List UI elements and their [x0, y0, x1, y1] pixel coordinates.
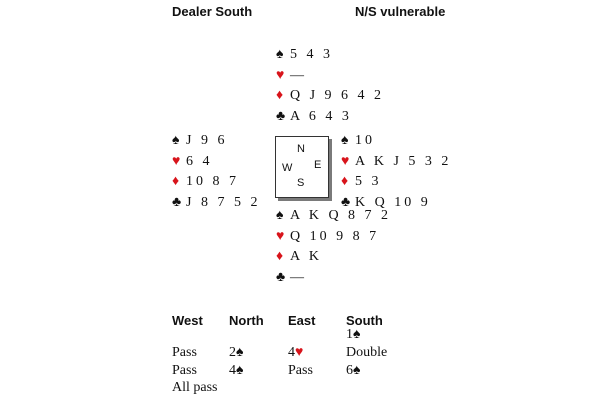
- north-clubs: A 6 4 3: [290, 108, 352, 124]
- north-hand: [276, 45, 384, 127]
- spade-icon: ♠: [172, 133, 180, 148]
- bidding-header-north: North: [229, 313, 264, 328]
- east-clubs: K Q 10 9: [355, 194, 431, 210]
- compass-west: W: [282, 162, 293, 174]
- west-spades: J 9 6: [186, 133, 228, 148]
- bidding-header-east: East: [288, 313, 316, 328]
- west-clubs: J 8 7 5 2: [186, 194, 261, 210]
- south-spades-row: [276, 206, 391, 227]
- west-diamonds: 10 8 7: [186, 174, 239, 189]
- east-hearts: A K J 5 3 2: [355, 153, 452, 169]
- bid-south-2: Double: [346, 345, 388, 360]
- vulnerability-label: N/S vulnerable: [355, 4, 446, 19]
- east-diamonds-row: [341, 172, 451, 193]
- compass-east: E: [314, 159, 322, 171]
- bid-south-3: 6♠: [346, 363, 361, 378]
- north-diamonds: Q J 9 6 4 2: [290, 88, 385, 103]
- south-hearts-row: [276, 227, 391, 248]
- heart-icon: ♥: [276, 67, 285, 83]
- south-clubs-row: [276, 268, 391, 289]
- bidding-header-south: South: [346, 313, 383, 328]
- compass-north: N: [297, 143, 305, 155]
- south-clubs: —: [290, 269, 307, 285]
- north-spades-row: [276, 45, 384, 66]
- club-icon: ♣: [276, 108, 286, 124]
- north-hearts-row: [276, 66, 384, 87]
- diamond-icon: ♦: [172, 174, 180, 189]
- spade-icon: ♠: [276, 47, 284, 62]
- south-hand: [276, 206, 391, 288]
- bid-east-2: 4♥: [288, 345, 304, 360]
- bid-west-3: Pass: [172, 363, 197, 378]
- west-hand: [172, 131, 260, 213]
- diamond-icon: ♦: [276, 88, 284, 103]
- south-diamonds-row: [276, 247, 391, 268]
- bid-north-2: 2♠: [229, 345, 244, 360]
- bid-west-2: Pass: [172, 345, 197, 360]
- west-diamonds-row: [172, 172, 260, 193]
- east-diamonds: 5 3: [355, 174, 382, 189]
- club-icon: ♣: [276, 269, 286, 285]
- west-clubs-row: [172, 193, 260, 214]
- bidding-header-west: West: [172, 313, 203, 328]
- spade-icon: ♠: [276, 208, 284, 223]
- spade-icon: ♠: [341, 133, 349, 148]
- bid-north-3: 4♠: [229, 363, 244, 378]
- bid-south-1: 1♠: [346, 327, 361, 342]
- bid-west-4: All pass: [172, 380, 218, 395]
- east-hand: [341, 131, 451, 213]
- east-spades: 10: [355, 133, 375, 148]
- west-spades-row: [172, 131, 260, 152]
- south-hearts: Q 10 9 8 7: [290, 228, 380, 244]
- diamond-icon: ♦: [276, 249, 284, 264]
- dealer-label: Dealer South: [172, 4, 253, 19]
- north-hearts: —: [290, 67, 307, 83]
- north-diamonds-row: [276, 86, 384, 107]
- bid-east-3: Pass: [288, 363, 313, 378]
- east-spades-row: [341, 131, 451, 152]
- west-hearts: 6 4: [186, 153, 213, 169]
- diamond-icon: ♦: [341, 174, 349, 189]
- heart-icon: ♥: [172, 153, 181, 169]
- heart-icon: ♥: [341, 153, 350, 169]
- east-hearts-row: [341, 152, 451, 173]
- south-diamonds: A K: [290, 249, 322, 264]
- north-clubs-row: [276, 107, 384, 128]
- heart-icon: ♥: [276, 228, 285, 244]
- south-spades: A K Q 8 7 2: [290, 208, 392, 223]
- club-icon: ♣: [172, 194, 182, 210]
- club-icon: ♣: [341, 194, 351, 210]
- west-hearts-row: [172, 152, 260, 173]
- north-spades: 5 4 3: [290, 47, 333, 62]
- compass-south: S: [297, 177, 305, 189]
- compass-box: [275, 136, 329, 198]
